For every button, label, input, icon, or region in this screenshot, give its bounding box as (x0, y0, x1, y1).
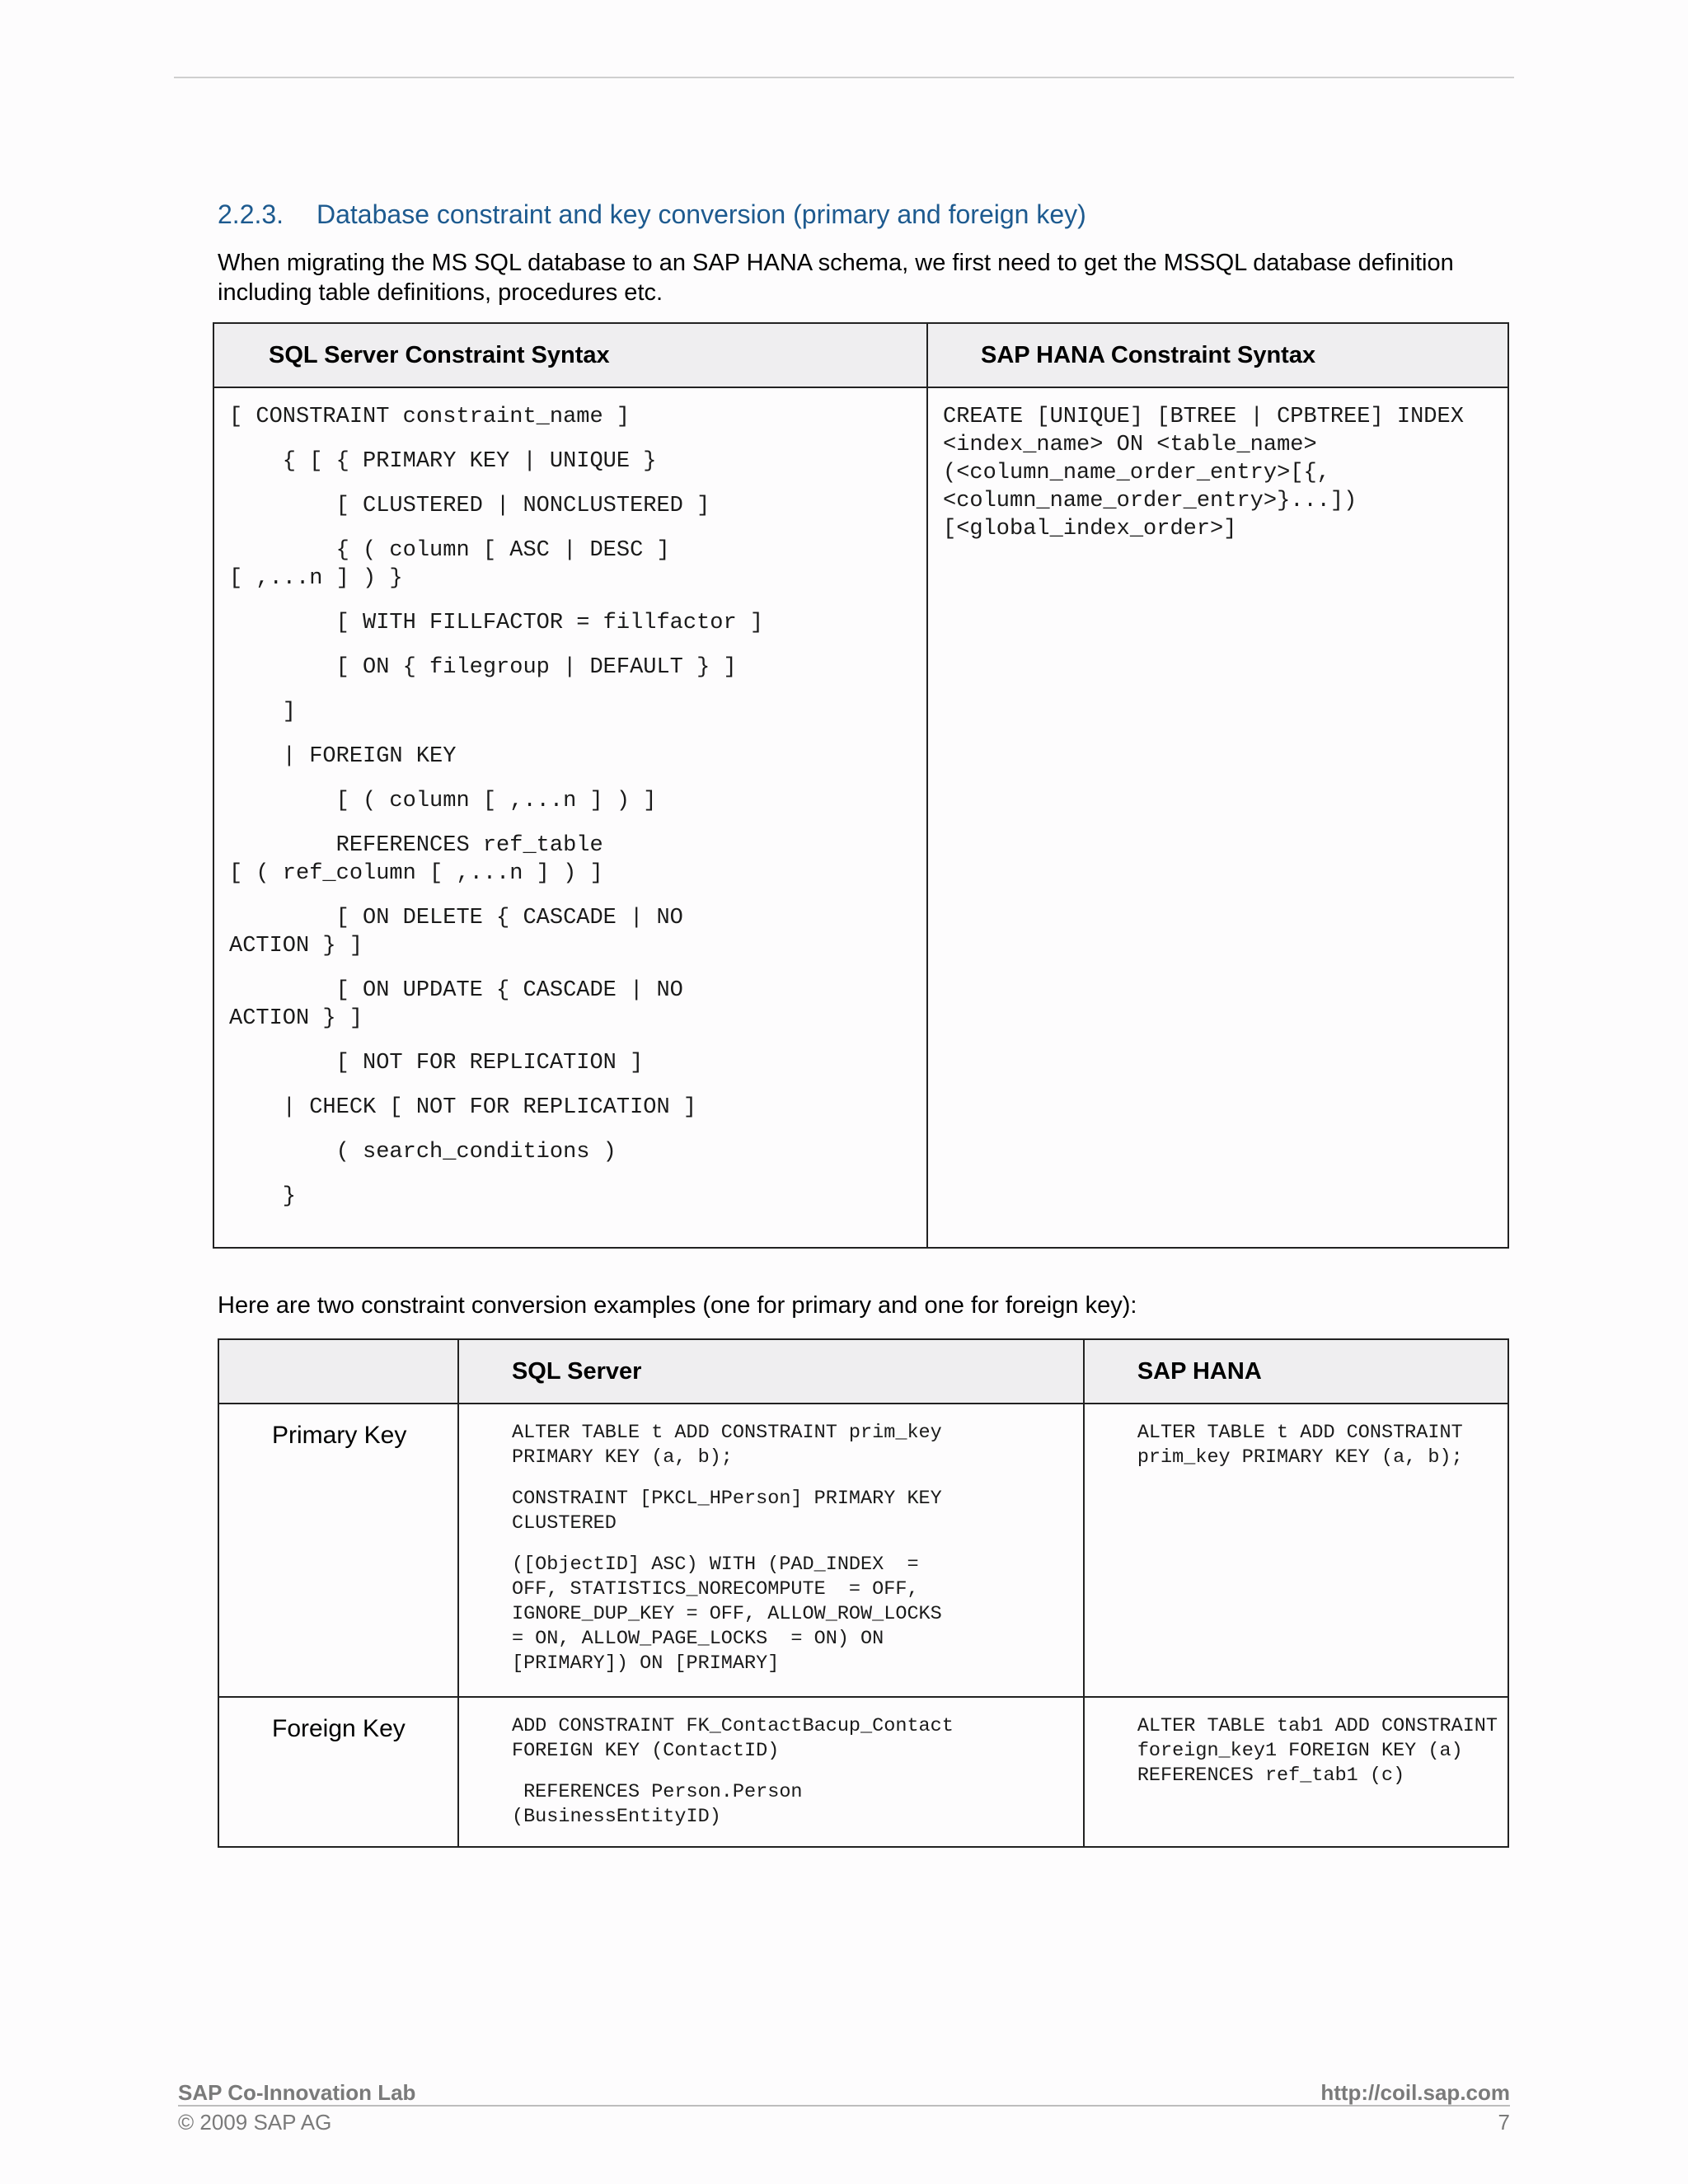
syntax-header-sap-hana: SAP HANA Constraint Syntax (927, 323, 1508, 387)
syntax-line: [ CONSTRAINT constraint_name ] (229, 405, 631, 429)
code-snippet: CONSTRAINT [PKCL_HPerson] PRIMARY KEY CLUSTERED (511, 1488, 942, 1535)
primary-key-sql-server-cell (458, 1404, 1084, 1697)
footer-copyright: © 2009 SAP AG (178, 2110, 332, 2135)
primary-key-sap-hana-cell (1084, 1404, 1508, 1697)
syntax-line: [ WITH FILLFACTOR = fillfactor ] (229, 611, 764, 635)
header-rule (174, 77, 1514, 78)
syntax-line: [ ON DELETE { CASCADE | NO ACTION } ] (229, 906, 683, 958)
footer-url[interactable]: http://coil.sap.com (1320, 2080, 1510, 2105)
table-row (218, 1697, 1508, 1847)
conversion-examples-table (218, 1338, 1509, 1848)
syntax-line: [ ON { filegroup | DEFAULT } ] (229, 655, 737, 680)
syntax-line: REFERENCES ref_table [ ( ref_column [ ,...n ] ) ] (229, 833, 603, 886)
syntax-line: { [ { PRIMARY KEY | UNIQUE } (229, 449, 657, 474)
constraint-syntax-table (213, 322, 1509, 1249)
examples-header-sap-hana: SAP HANA (1084, 1339, 1508, 1404)
sql-server-syntax-cell (213, 387, 927, 1248)
section-heading (218, 199, 1086, 230)
syntax-line: { ( column [ ASC | DESC ] [ ,...n ] ) } (229, 538, 670, 591)
syntax-line: [ ON UPDATE { CASCADE | NO ACTION } ] (229, 978, 683, 1031)
code-snippet: ALTER TABLE t ADD CONSTRAINT prim_key PRIMARY KEY (a, b); (511, 1422, 942, 1469)
examples-intro: Here are two constraint conversion examples (one for primary and one for foreign key): (218, 1292, 1137, 1319)
syntax-line: [ CLUSTERED | NONCLUSTERED ] (229, 494, 710, 518)
syntax-line: ( search_conditions ) (229, 1140, 617, 1165)
syntax-line: } (229, 1184, 297, 1209)
code-snippet: ALTER TABLE t ADD CONSTRAINT prim_key PRIMARY KEY (a, b); (1137, 1422, 1463, 1469)
syntax-line: | CHECK [ NOT FOR REPLICATION ] (229, 1095, 697, 1120)
syntax-line: ] (229, 700, 297, 724)
hana-syntax-code: CREATE [UNIQUE] [BTREE | CPBTREE] INDEX <index_name> ON <table_name> (<column_name_order_entry>[{, <column_name_order_entry>}...]) [<global_index_order>] (943, 405, 1464, 541)
examples-header-empty (218, 1339, 458, 1404)
syntax-line: [ ( column [ ,...n ] ) ] (229, 789, 657, 813)
intro-paragraph: When migrating the MS SQL database to an SAP HANA schema, we first need to get the MSSQL database definition including table definitions, procedures etc. (218, 250, 1454, 306)
code-snippet: ([ObjectID] ASC) WITH (PAD_INDEX = OFF, STATISTICS_NORECOMPUTE = OFF, IGNORE_DUP_KEY = OFF, ALLOW_ROW_LOCKS = ON, ALLOW_PAGE_LOCKS = ON) ON [PRIMARY]) ON [PRIMARY] (511, 1554, 942, 1675)
code-snippet: REFERENCES Person.Person (BusinessEntityID) (511, 1781, 803, 1828)
examples-header-sql-server: SQL Server (458, 1339, 1084, 1404)
footer-rule (178, 2105, 1510, 2107)
code-snippet: ALTER TABLE tab1 ADD CONSTRAINT foreign_key1 FOREIGN KEY (a) REFERENCES ref_tab1 (c) (1137, 1715, 1498, 1787)
row-label-primary-key: Primary Key (218, 1404, 458, 1697)
syntax-line: [ NOT FOR REPLICATION ] (229, 1051, 644, 1076)
page-number: 7 (1498, 2110, 1510, 2135)
syntax-header-sql-server: SQL Server Constraint Syntax (213, 323, 927, 387)
syntax-line: | FOREIGN KEY (229, 744, 457, 769)
foreign-key-sap-hana-cell (1084, 1697, 1508, 1847)
foreign-key-sql-server-cell (458, 1697, 1084, 1847)
code-snippet: ADD CONSTRAINT FK_ContactBacup_Contact FOREIGN KEY (ContactID) (511, 1715, 954, 1762)
row-label-foreign-key: Foreign Key (218, 1697, 458, 1847)
sap-hana-syntax-cell (927, 387, 1508, 1248)
section-title: Database constraint and key conversion (primary and foreign key) (316, 199, 1086, 229)
table-row (218, 1404, 1508, 1697)
section-number: 2.2.3. (218, 199, 284, 229)
footer-lab-name: SAP Co-Innovation Lab (178, 2080, 416, 2105)
